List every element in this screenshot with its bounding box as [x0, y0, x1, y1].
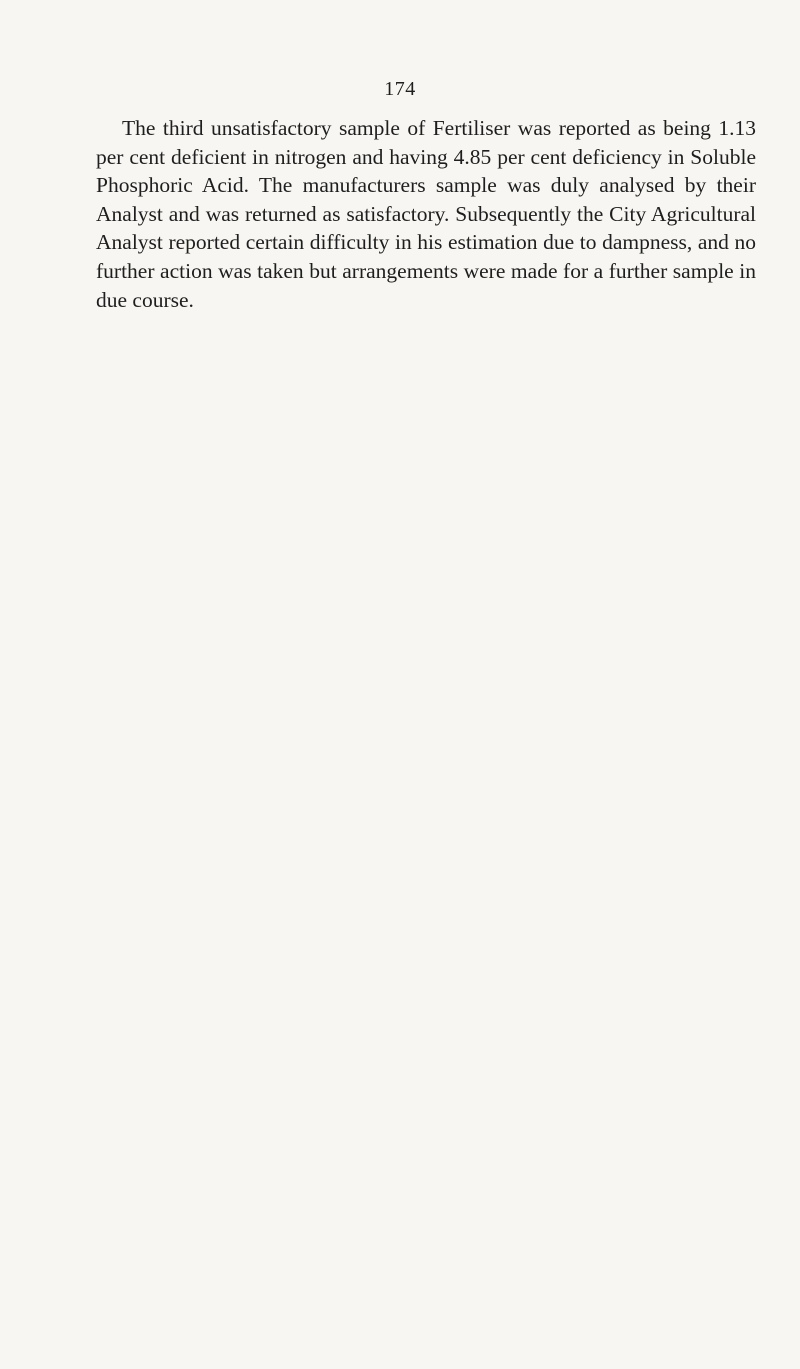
page-number: 174 [384, 78, 416, 100]
body-paragraph: The third unsatisfactory sample of Fertiliser was reported as being 1.13 per cent deficient in nitrogen and having 4.85 per cent deficiency in Soluble Phosphoric Acid. The manufacturers sample was duly analysed by their Analyst and was returned as satisfactory. Subsequently the City Agricultural Analyst reported certain difficulty in his estimation due to dampness, and no further action was taken but arrangements were made for a further sample in due course. [96, 116, 756, 312]
